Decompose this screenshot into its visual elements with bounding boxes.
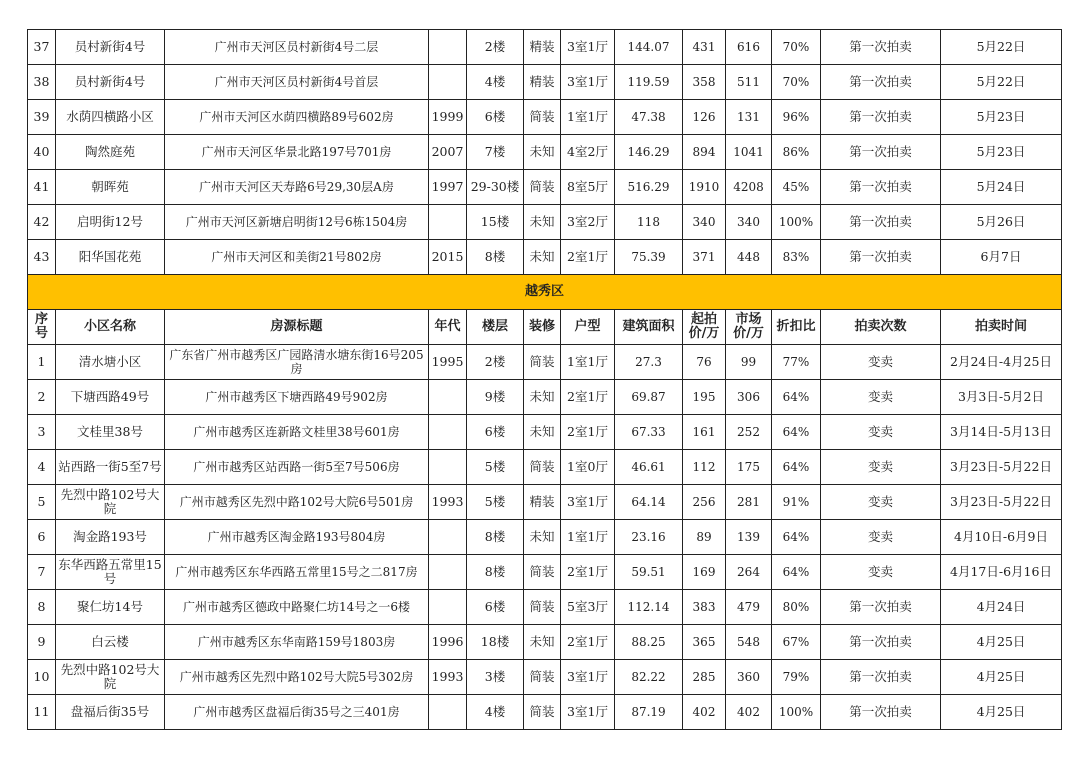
cell-start-price: 431 bbox=[683, 30, 726, 65]
cell-discount: 64% bbox=[772, 450, 821, 485]
table-row bbox=[28, 415, 1062, 450]
cell-year bbox=[429, 415, 467, 450]
cell-market-price: 448 bbox=[726, 240, 772, 275]
cell-auction-time: 5月22日 bbox=[941, 65, 1062, 100]
table-row bbox=[28, 240, 1062, 275]
cell-area: 47.38 bbox=[615, 100, 683, 135]
cell-listing-title: 广州市天河区水荫四横路89号602房 bbox=[165, 100, 429, 135]
cell-decoration: 未知 bbox=[524, 520, 561, 555]
table-row bbox=[28, 590, 1062, 625]
cell-year bbox=[429, 380, 467, 415]
cell-index: 10 bbox=[28, 660, 56, 695]
cell-market-price: 252 bbox=[726, 415, 772, 450]
table-row bbox=[28, 100, 1062, 135]
cell-year bbox=[429, 450, 467, 485]
cell-community: 阳华国花苑 bbox=[56, 240, 165, 275]
cell-decoration: 简装 bbox=[524, 170, 561, 205]
cell-listing-title: 广州市越秀区站西路一街5至7号506房 bbox=[165, 450, 429, 485]
cell-auction-time: 4月24日 bbox=[941, 590, 1062, 625]
cell-community: 员村新街4号 bbox=[56, 30, 165, 65]
cell-community: 白云楼 bbox=[56, 625, 165, 660]
cell-listing-title: 广东省广州市越秀区广园路清水塘东街16号205房 bbox=[165, 345, 429, 380]
cell-discount: 67% bbox=[772, 625, 821, 660]
cell-year bbox=[429, 205, 467, 240]
cell-listing-title: 广州市越秀区先烈中路102号大院6号501房 bbox=[165, 485, 429, 520]
cell-layout: 2室1厅 bbox=[561, 415, 615, 450]
cell-discount: 80% bbox=[772, 590, 821, 625]
cell-layout: 4室2厅 bbox=[561, 135, 615, 170]
table-row bbox=[28, 695, 1062, 730]
cell-index: 1 bbox=[28, 345, 56, 380]
cell-community: 下塘西路49号 bbox=[56, 380, 165, 415]
cell-layout: 2室1厅 bbox=[561, 380, 615, 415]
cell-decoration: 未知 bbox=[524, 625, 561, 660]
section-header-row bbox=[28, 275, 1062, 310]
table-row bbox=[28, 135, 1062, 170]
table-row bbox=[28, 65, 1062, 100]
header-discount: 折扣比 bbox=[772, 310, 821, 345]
cell-discount: 100% bbox=[772, 205, 821, 240]
cell-layout: 1室1厅 bbox=[561, 345, 615, 380]
cell-layout: 1室0厅 bbox=[561, 450, 615, 485]
cell-decoration: 精装 bbox=[524, 65, 561, 100]
cell-market-price: 1041 bbox=[726, 135, 772, 170]
table-body bbox=[28, 30, 1062, 730]
cell-auction-round: 变卖 bbox=[821, 555, 941, 590]
cell-layout: 2室1厅 bbox=[561, 625, 615, 660]
cell-auction-time: 5月26日 bbox=[941, 205, 1062, 240]
cell-listing-title: 广州市越秀区先烈中路102号大院5号302房 bbox=[165, 660, 429, 695]
cell-index: 9 bbox=[28, 625, 56, 660]
cell-market-price: 175 bbox=[726, 450, 772, 485]
cell-floor: 29-30楼 bbox=[467, 170, 524, 205]
cell-year bbox=[429, 590, 467, 625]
cell-year bbox=[429, 30, 467, 65]
cell-floor: 8楼 bbox=[467, 555, 524, 590]
cell-floor: 15楼 bbox=[467, 205, 524, 240]
cell-listing-title: 广州市越秀区东华南路159号1803房 bbox=[165, 625, 429, 660]
cell-area: 67.33 bbox=[615, 415, 683, 450]
cell-auction-time: 4月25日 bbox=[941, 695, 1062, 730]
cell-decoration: 未知 bbox=[524, 415, 561, 450]
cell-index: 37 bbox=[28, 30, 56, 65]
cell-community: 员村新街4号 bbox=[56, 65, 165, 100]
cell-index: 42 bbox=[28, 205, 56, 240]
header-market-price: 市场价/万 bbox=[726, 310, 772, 345]
cell-discount: 64% bbox=[772, 415, 821, 450]
cell-area: 112.14 bbox=[615, 590, 683, 625]
cell-community: 站西路一街5至7号 bbox=[56, 450, 165, 485]
cell-market-price: 4208 bbox=[726, 170, 772, 205]
cell-start-price: 112 bbox=[683, 450, 726, 485]
cell-discount: 100% bbox=[772, 695, 821, 730]
cell-floor: 5楼 bbox=[467, 450, 524, 485]
cell-start-price: 358 bbox=[683, 65, 726, 100]
cell-listing-title: 广州市天河区和美街21号802房 bbox=[165, 240, 429, 275]
cell-community: 清水塘小区 bbox=[56, 345, 165, 380]
column-header-row bbox=[28, 310, 1062, 345]
cell-layout: 3室1厅 bbox=[561, 485, 615, 520]
cell-layout: 3室2厅 bbox=[561, 205, 615, 240]
header-decoration: 装修 bbox=[524, 310, 561, 345]
cell-floor: 6楼 bbox=[467, 590, 524, 625]
cell-discount: 45% bbox=[772, 170, 821, 205]
cell-index: 40 bbox=[28, 135, 56, 170]
cell-auction-time: 4月10日-6月9日 bbox=[941, 520, 1062, 555]
cell-start-price: 126 bbox=[683, 100, 726, 135]
table-row bbox=[28, 520, 1062, 555]
cell-floor: 8楼 bbox=[467, 240, 524, 275]
cell-year bbox=[429, 695, 467, 730]
cell-auction-round: 第一次拍卖 bbox=[821, 625, 941, 660]
cell-community: 东华西路五常里15号 bbox=[56, 555, 165, 590]
cell-area: 75.39 bbox=[615, 240, 683, 275]
table-row bbox=[28, 30, 1062, 65]
cell-market-price: 131 bbox=[726, 100, 772, 135]
table-row bbox=[28, 380, 1062, 415]
cell-decoration: 简装 bbox=[524, 555, 561, 590]
cell-community: 聚仁坊14号 bbox=[56, 590, 165, 625]
cell-area: 23.16 bbox=[615, 520, 683, 555]
table-row bbox=[28, 170, 1062, 205]
cell-area: 88.25 bbox=[615, 625, 683, 660]
cell-discount: 79% bbox=[772, 660, 821, 695]
cell-auction-round: 变卖 bbox=[821, 380, 941, 415]
cell-market-price: 511 bbox=[726, 65, 772, 100]
cell-layout: 5室3厅 bbox=[561, 590, 615, 625]
table-row bbox=[28, 450, 1062, 485]
cell-index: 43 bbox=[28, 240, 56, 275]
cell-decoration: 精装 bbox=[524, 30, 561, 65]
cell-market-price: 264 bbox=[726, 555, 772, 590]
cell-area: 87.19 bbox=[615, 695, 683, 730]
cell-floor: 2楼 bbox=[467, 30, 524, 65]
cell-auction-round: 第一次拍卖 bbox=[821, 240, 941, 275]
header-start-price: 起拍价/万 bbox=[683, 310, 726, 345]
header-layout: 户型 bbox=[561, 310, 615, 345]
cell-start-price: 383 bbox=[683, 590, 726, 625]
cell-start-price: 76 bbox=[683, 345, 726, 380]
cell-index: 6 bbox=[28, 520, 56, 555]
cell-start-price: 1910 bbox=[683, 170, 726, 205]
header-floor: 楼层 bbox=[467, 310, 524, 345]
table-row bbox=[28, 555, 1062, 590]
cell-decoration: 未知 bbox=[524, 240, 561, 275]
cell-auction-round: 第一次拍卖 bbox=[821, 100, 941, 135]
cell-floor: 7楼 bbox=[467, 135, 524, 170]
cell-discount: 64% bbox=[772, 380, 821, 415]
cell-listing-title: 广州市越秀区盘福后街35号之三401房 bbox=[165, 695, 429, 730]
cell-community: 朝晖苑 bbox=[56, 170, 165, 205]
cell-market-price: 548 bbox=[726, 625, 772, 660]
cell-start-price: 195 bbox=[683, 380, 726, 415]
cell-community: 水荫四横路小区 bbox=[56, 100, 165, 135]
cell-index: 5 bbox=[28, 485, 56, 520]
cell-discount: 86% bbox=[772, 135, 821, 170]
cell-auction-time: 3月23日-5月22日 bbox=[941, 450, 1062, 485]
cell-layout: 8室5厅 bbox=[561, 170, 615, 205]
cell-year: 1993 bbox=[429, 485, 467, 520]
cell-community: 文桂里38号 bbox=[56, 415, 165, 450]
cell-area: 64.14 bbox=[615, 485, 683, 520]
cell-auction-round: 第一次拍卖 bbox=[821, 30, 941, 65]
cell-area: 59.51 bbox=[615, 555, 683, 590]
cell-auction-round: 第一次拍卖 bbox=[821, 65, 941, 100]
cell-area: 82.22 bbox=[615, 660, 683, 695]
cell-auction-round: 第一次拍卖 bbox=[821, 695, 941, 730]
cell-community: 淘金路193号 bbox=[56, 520, 165, 555]
cell-community: 启明街12号 bbox=[56, 205, 165, 240]
cell-listing-title: 广州市天河区华景北路197号701房 bbox=[165, 135, 429, 170]
cell-floor: 9楼 bbox=[467, 380, 524, 415]
cell-auction-time: 3月23日-5月22日 bbox=[941, 485, 1062, 520]
cell-market-price: 479 bbox=[726, 590, 772, 625]
cell-listing-title: 广州市越秀区下塘西路49号902房 bbox=[165, 380, 429, 415]
cell-discount: 70% bbox=[772, 30, 821, 65]
cell-market-price: 139 bbox=[726, 520, 772, 555]
cell-year: 1995 bbox=[429, 345, 467, 380]
cell-layout: 2室1厅 bbox=[561, 555, 615, 590]
cell-start-price: 256 bbox=[683, 485, 726, 520]
cell-layout: 3室1厅 bbox=[561, 660, 615, 695]
cell-listing-title: 广州市天河区员村新街4号二层 bbox=[165, 30, 429, 65]
cell-listing-title: 广州市越秀区德政中路聚仁坊14号之一6楼 bbox=[165, 590, 429, 625]
cell-start-price: 285 bbox=[683, 660, 726, 695]
cell-start-price: 340 bbox=[683, 205, 726, 240]
cell-decoration: 简装 bbox=[524, 345, 561, 380]
cell-area: 144.07 bbox=[615, 30, 683, 65]
cell-decoration: 未知 bbox=[524, 205, 561, 240]
cell-start-price: 365 bbox=[683, 625, 726, 660]
cell-auction-round: 第一次拍卖 bbox=[821, 590, 941, 625]
cell-auction-round: 第一次拍卖 bbox=[821, 205, 941, 240]
cell-discount: 91% bbox=[772, 485, 821, 520]
cell-area: 69.87 bbox=[615, 380, 683, 415]
cell-auction-round: 第一次拍卖 bbox=[821, 660, 941, 695]
cell-index: 41 bbox=[28, 170, 56, 205]
cell-decoration: 未知 bbox=[524, 380, 561, 415]
cell-auction-time: 2月24日-4月25日 bbox=[941, 345, 1062, 380]
cell-auction-round: 变卖 bbox=[821, 520, 941, 555]
cell-start-price: 161 bbox=[683, 415, 726, 450]
cell-index: 4 bbox=[28, 450, 56, 485]
cell-layout: 2室1厅 bbox=[561, 240, 615, 275]
cell-area: 118 bbox=[615, 205, 683, 240]
cell-index: 3 bbox=[28, 415, 56, 450]
cell-start-price: 371 bbox=[683, 240, 726, 275]
cell-decoration: 精装 bbox=[524, 485, 561, 520]
section-title: 越秀区 bbox=[28, 275, 1062, 310]
cell-floor: 4楼 bbox=[467, 695, 524, 730]
cell-auction-time: 3月14日-5月13日 bbox=[941, 415, 1062, 450]
header-auction-round: 拍卖次数 bbox=[821, 310, 941, 345]
table-row bbox=[28, 660, 1062, 695]
cell-index: 8 bbox=[28, 590, 56, 625]
cell-auction-round: 第一次拍卖 bbox=[821, 170, 941, 205]
cell-auction-round: 变卖 bbox=[821, 485, 941, 520]
header-community: 小区名称 bbox=[56, 310, 165, 345]
header-index: 序号 bbox=[28, 310, 56, 345]
cell-community: 陶然庭苑 bbox=[56, 135, 165, 170]
cell-start-price: 894 bbox=[683, 135, 726, 170]
cell-start-price: 89 bbox=[683, 520, 726, 555]
cell-auction-time: 5月23日 bbox=[941, 135, 1062, 170]
cell-auction-time: 5月24日 bbox=[941, 170, 1062, 205]
cell-auction-time: 5月23日 bbox=[941, 100, 1062, 135]
cell-start-price: 169 bbox=[683, 555, 726, 590]
cell-floor: 4楼 bbox=[467, 65, 524, 100]
cell-discount: 70% bbox=[772, 65, 821, 100]
auction-listing-table bbox=[27, 29, 1062, 730]
cell-floor: 18楼 bbox=[467, 625, 524, 660]
cell-auction-time: 4月25日 bbox=[941, 625, 1062, 660]
cell-discount: 83% bbox=[772, 240, 821, 275]
cell-market-price: 281 bbox=[726, 485, 772, 520]
cell-decoration: 简装 bbox=[524, 590, 561, 625]
cell-area: 27.3 bbox=[615, 345, 683, 380]
cell-year bbox=[429, 555, 467, 590]
cell-year: 2015 bbox=[429, 240, 467, 275]
cell-year bbox=[429, 520, 467, 555]
cell-floor: 8楼 bbox=[467, 520, 524, 555]
cell-decoration: 简装 bbox=[524, 695, 561, 730]
cell-year bbox=[429, 65, 467, 100]
cell-floor: 2楼 bbox=[467, 345, 524, 380]
cell-auction-round: 变卖 bbox=[821, 415, 941, 450]
cell-auction-round: 第一次拍卖 bbox=[821, 135, 941, 170]
cell-auction-time: 3月3日-5月2日 bbox=[941, 380, 1062, 415]
cell-market-price: 360 bbox=[726, 660, 772, 695]
cell-area: 119.59 bbox=[615, 65, 683, 100]
cell-year: 1993 bbox=[429, 660, 467, 695]
table-row bbox=[28, 205, 1062, 240]
header-area: 建筑面积 bbox=[615, 310, 683, 345]
cell-layout: 1室1厅 bbox=[561, 100, 615, 135]
header-year: 年代 bbox=[429, 310, 467, 345]
cell-year: 1997 bbox=[429, 170, 467, 205]
cell-floor: 3楼 bbox=[467, 660, 524, 695]
cell-decoration: 简装 bbox=[524, 100, 561, 135]
cell-community: 先烈中路102号大院 bbox=[56, 485, 165, 520]
cell-floor: 6楼 bbox=[467, 415, 524, 450]
cell-year: 1999 bbox=[429, 100, 467, 135]
cell-decoration: 简装 bbox=[524, 450, 561, 485]
cell-layout: 3室1厅 bbox=[561, 30, 615, 65]
cell-discount: 64% bbox=[772, 555, 821, 590]
cell-index: 7 bbox=[28, 555, 56, 590]
table-row bbox=[28, 345, 1062, 380]
cell-discount: 77% bbox=[772, 345, 821, 380]
cell-year: 2007 bbox=[429, 135, 467, 170]
cell-listing-title: 广州市天河区员村新街4号首层 bbox=[165, 65, 429, 100]
cell-auction-round: 变卖 bbox=[821, 450, 941, 485]
header-listing-title: 房源标题 bbox=[165, 310, 429, 345]
cell-index: 11 bbox=[28, 695, 56, 730]
cell-community: 盘福后街35号 bbox=[56, 695, 165, 730]
cell-listing-title: 广州市越秀区淘金路193号804房 bbox=[165, 520, 429, 555]
cell-decoration: 未知 bbox=[524, 135, 561, 170]
cell-area: 146.29 bbox=[615, 135, 683, 170]
cell-area: 516.29 bbox=[615, 170, 683, 205]
cell-area: 46.61 bbox=[615, 450, 683, 485]
cell-floor: 5楼 bbox=[467, 485, 524, 520]
cell-layout: 1室1厅 bbox=[561, 520, 615, 555]
cell-listing-title: 广州市越秀区连新路文桂里38号601房 bbox=[165, 415, 429, 450]
cell-listing-title: 广州市天河区天寿路6号29,30层A房 bbox=[165, 170, 429, 205]
cell-auction-time: 4月17日-6月16日 bbox=[941, 555, 1062, 590]
cell-market-price: 99 bbox=[726, 345, 772, 380]
cell-index: 38 bbox=[28, 65, 56, 100]
cell-index: 39 bbox=[28, 100, 56, 135]
cell-discount: 96% bbox=[772, 100, 821, 135]
cell-market-price: 340 bbox=[726, 205, 772, 240]
cell-auction-time: 4月25日 bbox=[941, 660, 1062, 695]
cell-listing-title: 广州市天河区新塘启明街12号6栋1504房 bbox=[165, 205, 429, 240]
table-row bbox=[28, 485, 1062, 520]
header-auction-time: 拍卖时间 bbox=[941, 310, 1062, 345]
cell-layout: 3室1厅 bbox=[561, 65, 615, 100]
cell-index: 2 bbox=[28, 380, 56, 415]
table-row bbox=[28, 625, 1062, 660]
cell-start-price: 402 bbox=[683, 695, 726, 730]
cell-community: 先烈中路102号大院 bbox=[56, 660, 165, 695]
cell-auction-round: 变卖 bbox=[821, 345, 941, 380]
cell-year: 1996 bbox=[429, 625, 467, 660]
cell-discount: 64% bbox=[772, 520, 821, 555]
cell-listing-title: 广州市越秀区东华西路五常里15号之二817房 bbox=[165, 555, 429, 590]
cell-layout: 3室1厅 bbox=[561, 695, 615, 730]
cell-auction-time: 6月7日 bbox=[941, 240, 1062, 275]
cell-auction-time: 5月22日 bbox=[941, 30, 1062, 65]
cell-market-price: 306 bbox=[726, 380, 772, 415]
cell-floor: 6楼 bbox=[467, 100, 524, 135]
cell-market-price: 402 bbox=[726, 695, 772, 730]
cell-market-price: 616 bbox=[726, 30, 772, 65]
cell-decoration: 简装 bbox=[524, 660, 561, 695]
